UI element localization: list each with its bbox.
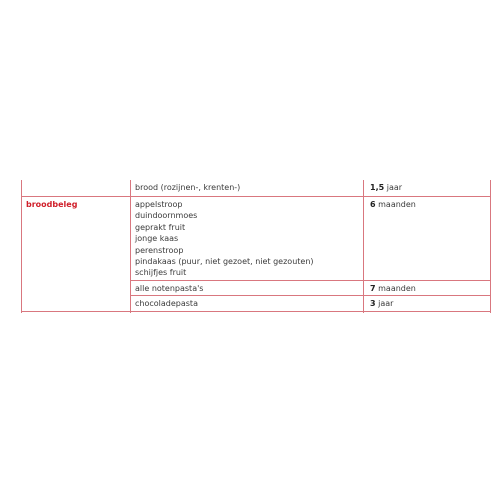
age-unit: maanden [378,284,416,293]
category-label: broodbeleg [26,200,78,209]
age-value [370,283,416,294]
list-item: schijfjes fruit [135,268,187,278]
food-item-list [135,199,314,279]
food-item: alle notenpasta's [135,284,204,293]
list-item: duindoornmoes [135,211,198,221]
list-item: geprakt fruit [135,222,186,232]
table-right-border [490,180,491,313]
age-number: 6 [370,200,376,209]
row-divider-bottom [21,311,491,312]
list-item: pindakaas (puur, niet gezoet, niet gezouten) [135,257,314,267]
age-value [370,182,402,193]
age-value [370,199,416,210]
column-divider-age [363,180,364,313]
row-divider-group-inner-2 [130,295,491,296]
age-number: 3 [370,299,376,308]
food-item: brood (rozijnen-, krenten-) [135,183,241,192]
table-left-border [21,180,22,313]
age-unit: maanden [378,200,416,209]
age-value [370,298,393,309]
table-row [130,180,491,196]
age-unit: jaar [386,183,403,192]
age-number: 7 [370,284,376,293]
row-divider-group-inner-1 [130,280,491,281]
list-item: perenstroop [135,245,184,255]
list-item: jonge kaas [135,234,179,244]
column-divider-items [130,180,131,313]
age-number: 1,5 [370,183,385,192]
row-divider-top [21,196,491,197]
age-unit: jaar [378,299,394,308]
food-item: chocoladepasta [135,299,198,308]
list-item: appelstroop [135,200,183,209]
